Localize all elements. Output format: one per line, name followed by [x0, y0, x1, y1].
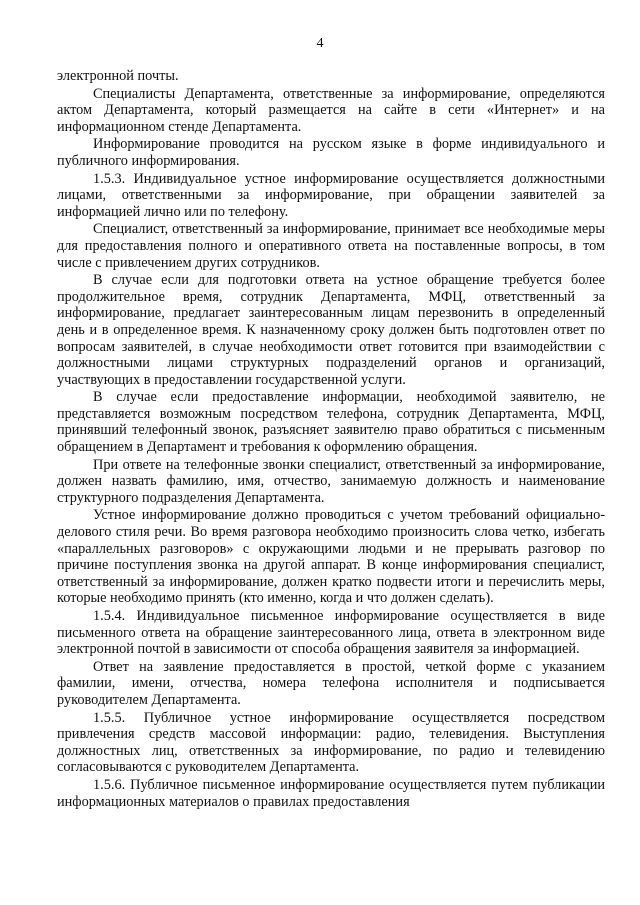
paragraph: 1.5.3. Индивидуальное устное информирование осуществляется должностными лицами, ответственными за информирование, при обращении заявителей за информацией лично или по телефону.	[57, 170, 605, 220]
paragraph: Ответ на заявление предоставляется в простой, четкой форме с указанием фамилии, имени, отчества, номера телефона исполнителя и подписывается руководителем Департамента.	[57, 658, 605, 708]
paragraph: электронной почты.	[57, 68, 179, 84]
paragraph: Специалист, ответственный за информирование, принимает все необходимые меры для предоставления полного и оперативного ответа на поставленные вопросы, в том числе с привлечением других сотрудников.	[57, 221, 605, 271]
paragraph: В случае если предоставление информации, необходимой заявителю, не представляется возможным посредством телефона, сотрудник Департамента, МФЦ, принявший телефонный звонок, разъясняет заявителю право обратиться с письменным обращением в Департамент и требования к оформлению обращения.	[57, 389, 605, 456]
paragraph: В случае если для подготовки ответа на устное обращение требуется более продолжительное время, сотрудник Департамента, МФЦ, ответственный за информирование, предлагает заинтересованным лицам перезвонить в определенный день и в определенное время. К назначенному сроку должен быть подготовлен ответ по вопросам заявителей, в случае необходимости ответ готовится при взаимодействии с должностными лицами структурных подразделений органов и организаций, участвующих в предоставлении государственной услуги.	[57, 272, 605, 388]
paragraph: 1.5.6. Публичное письменное информирование осуществляется путем публикации информационных материалов о правилах предоставления	[57, 776, 605, 810]
paragraph: Устное информирование должно проводиться с учетом требований официально-делового стиля речи. Во время разговора необходимо произносить слова четко, избегать «параллельных разговоров» с окружающими людьми и не прерывать разговор по причине поступления звонка на другой аппарат. В конце информирования специалист, ответственный за информирование, должен кратко подвести итоги и перечислить меры, которые необходимо принять (кто именно, когда и что должен сделать).	[57, 507, 605, 607]
page-number: 4	[316, 36, 324, 51]
paragraph: 1.5.4. Индивидуальное письменное информирование осуществляется в виде письменного ответа на обращение заинтересованного лица, ответа в электронном виде электронной почтой в зависимости от способа обращения заявителя за информацией.	[57, 608, 605, 658]
paragraph: Информирование проводится на русском языке в форме индивидуального и публичного информирования.	[57, 136, 605, 169]
document-body	[57, 68, 605, 810]
paragraph: 1.5.5. Публичное устное информирование осуществляется посредством привлечения средств массовой информации: радио, телевидения. Выступления должностных лиц, ответственных за информирование, по радио и телевидению согласовываются с руководителем Департамента.	[57, 709, 605, 776]
paragraph: Специалисты Департамента, ответственные за информирование, определяются актом Департамента, который размещается на сайте в сети «Интернет» и на информационном стенде Департамента.	[57, 85, 605, 135]
paragraph: При ответе на телефонные звонки специалист, ответственный за информирование, должен назвать фамилию, имя, отчество, занимаемую должность и наименование структурного подразделения Департамента.	[57, 456, 605, 506]
